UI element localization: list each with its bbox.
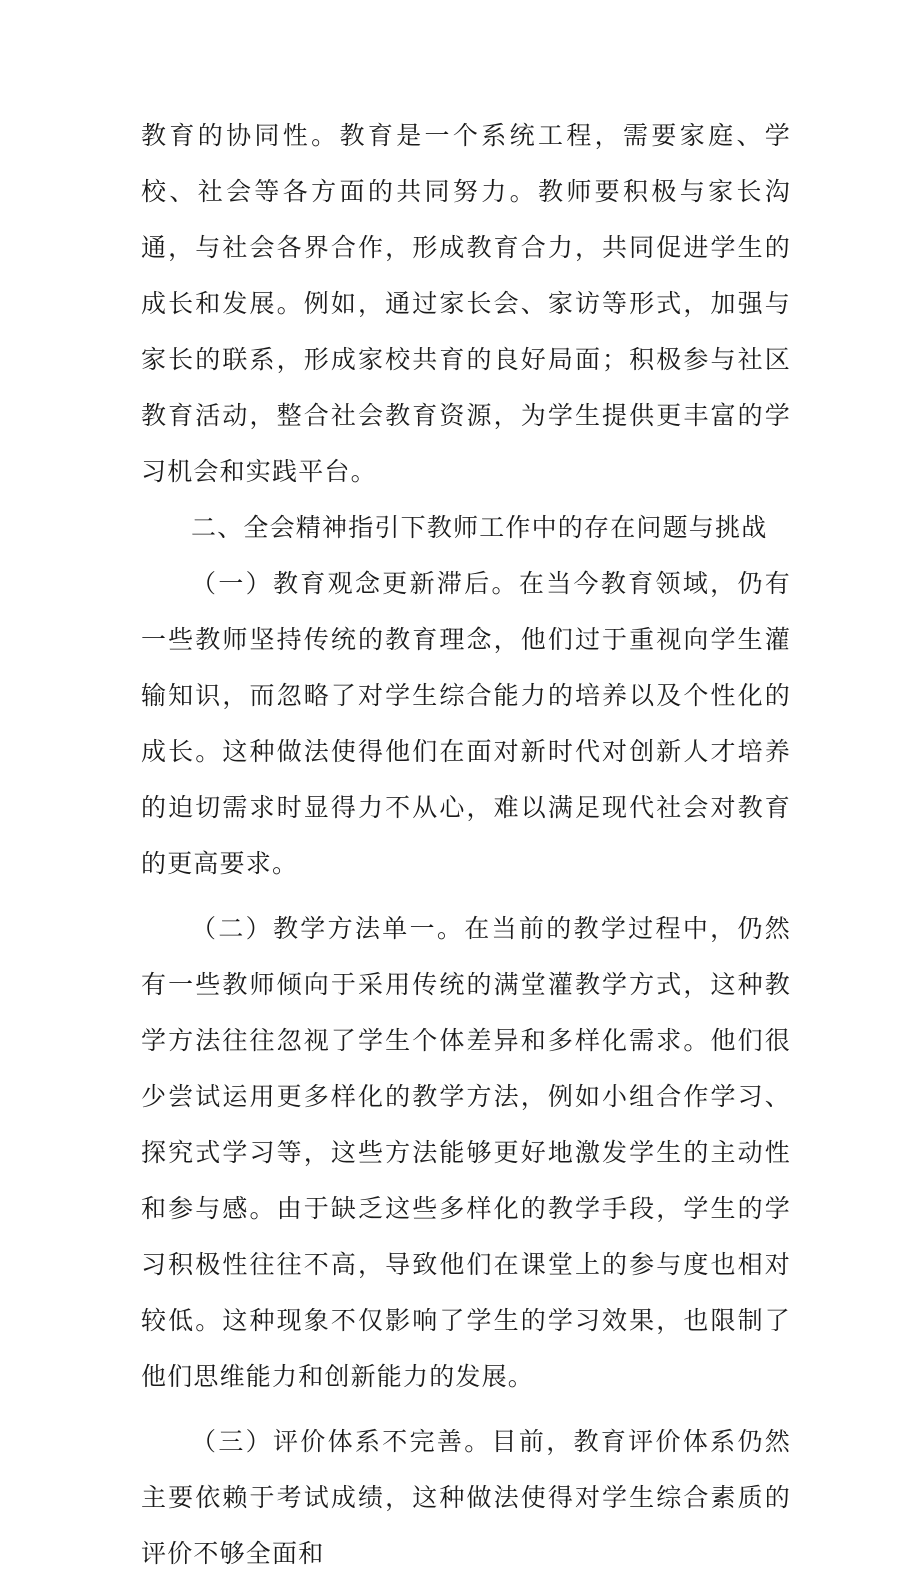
document-body — [141, 108, 791, 1582]
section-heading-problems: 二、全会精神指引下教师工作中的存在问题与挑战 — [191, 513, 768, 542]
paragraph-concept-lag: （一）教育观念更新滞后。在当今教育领域，仍有一些教师坚持传统的教育理念，他们过于重视向学生灌输知识，而忽略了对学生综合能力的培养以及个性化的成长。这种做法使得他们在面对新时代对创新人才培养的迫切需求时显得力不从心，难以满足现代社会对教育的更高要求。 — [141, 569, 791, 878]
paragraph-collaboration: 教育的协同性。教育是一个系统工程，需要家庭、学校、社会等各方面的共同努力。教师要积极与家长沟通，与社会各界合作，形成教育合力，共同促进学生的成长和发展。例如，通过家长会、家访等形式，加强与家长的联系，形成家校共育的良好局面；积极参与社区教育活动，整合社会教育资源，为学生提供更丰富的学习机会和实践平台。 — [141, 121, 791, 486]
paragraph-evaluation-system: （三）评价体系不完善。目前，教育评价体系仍然主要依赖于考试成绩，这种做法使得对学生综合素质的评价不够全面和 — [141, 1427, 791, 1568]
paragraph-single-method: （二）教学方法单一。在当前的教学过程中，仍然有一些教师倾向于采用传统的满堂灌教学方式，这种教学方法往往忽视了学生个体差异和多样化需求。他们很少尝试运用更多样化的教学方法，例如小组合作学习、探究式学习等，这些方法能够更好地激发学生的主动性和参与感。由于缺乏这些多样化的教学手段，学生的学习积极性往往不高，导致他们在课堂上的参与度也相对较低。这种现象不仅影响了学生的学习效果，也限制了他们思维能力和创新能力的发展。 — [141, 914, 791, 1391]
